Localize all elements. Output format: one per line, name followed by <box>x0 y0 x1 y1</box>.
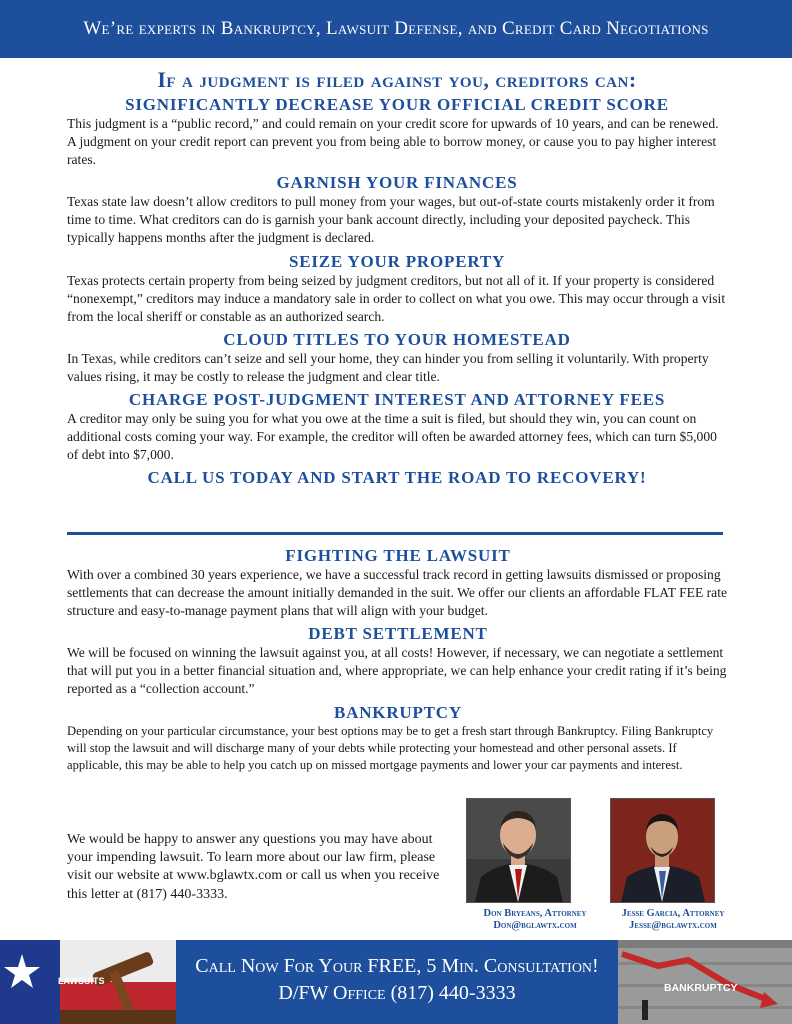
lawsuits-image <box>0 940 176 1024</box>
top-banner <box>0 0 792 58</box>
section-body-post-judgment: A creditor may only be suing you for what you owe at the time a suit is filed, but should they win, you can count on additional costs coming your way. For example, the creditor will often be awarded attorney fees, which can turn $5,000 of debt into $7,000. <box>67 411 717 463</box>
service-body-bankruptcy: Depending on your particular circumstance, your best options may be to get a fresh start through Bankruptcy. Filing Bankruptcy will stop the lawsuit and will discharge many of your debts while protecting your homestead and other personal assets. If applicable, this may be able to help you catch up on missed mortgage payments and lower your car payments and interest. <box>67 723 714 773</box>
service-body-fighting-lawsuit: With over a combined 30 years experience, we have a successful track record in getting lawsuits dismissed or proposing settlements that can decrease the amount initially demanded in the suit. We offer our clients an affordable FLAT FEE rate structure and easy-to-manage payment plans that will align with your budget. <box>67 567 728 619</box>
banner-text: We’re experts in Bankruptcy, Lawsuit Defense, and Credit Card Negotiations <box>83 18 709 39</box>
attorney-name-jesse: Jesse Garcia, Attorney <box>621 908 725 919</box>
service-body-debt-settlement: We will be focused on winning the lawsuit against you, at all costs! However, if necessary, we can negotiate a settlement that will put you in a better financial situation and, where appropriate, we can help enhance your credit rating if it’s being reported as a “collection account.” <box>67 645 727 697</box>
section-body-garnish: Texas state law doesn’t allow creditors to pull money from your wages, but out-of-state courts mistakenly order it from time to time. What creditors can do is garnish your bank account directly, including your deposited paycheck. This typically happens months after the judgment is declared. <box>67 194 715 246</box>
footer-consultation-text: Call Now For Your FREE, 5 Min. Consultation! <box>195 955 599 977</box>
attorney-email-jesse[interactable]: Jesse@bglawtx.com <box>629 920 717 931</box>
bankruptcy-image-label: BANKRUPTCY <box>664 982 738 994</box>
attorney-photo-jesse <box>610 798 715 903</box>
services-section <box>67 545 729 778</box>
call-to-action: CALL US TODAY AND START THE ROAD TO RECOVERY! <box>147 468 647 488</box>
service-title-debt-settlement: DEBT SETTLEMENT <box>308 624 488 644</box>
service-title-fighting-lawsuit: FIGHTING THE LAWSUIT <box>285 546 511 565</box>
closing-paragraph: We would be happy to answer any questions you may have about your impending lawsuit. To learn more about our law firm, please visit our website at www.bglawtx.com or call us when you receive this letter at (817) 440-3333. <box>67 832 440 902</box>
footer-contact <box>176 940 618 1024</box>
judgment-heading: If a judgment is filed against you, creditors can: <box>157 67 637 92</box>
footer-banner <box>0 940 792 1024</box>
judgment-section <box>67 66 727 489</box>
attorney-card-don <box>462 798 608 932</box>
section-title-post-judgment: CHARGE POST-JUDGMENT INTEREST AND ATTORNEY FEES <box>128 390 666 410</box>
section-title-cloud-titles: CLOUD TITLES TO YOUR HOMESTEAD <box>223 329 571 349</box>
section-divider <box>67 532 723 535</box>
section-body-seize-property: Texas protects certain property from being seized by judgment creditors, but not all of it. If your property is considered “nonexempt,” creditors may induce a mandatory sale in order to collect on what you owe. This may occur through a visit from the local sheriff or constable as an authorized search. <box>67 272 726 324</box>
section-title-seize-property: SEIZE YOUR PROPERTY <box>288 251 506 271</box>
bankruptcy-image <box>618 940 792 1024</box>
section-body-credit-score: This judgment is a “public record,” and could remain on your credit score for upwards of 10 years, and can be renewed. A judgment on your credit report can prevent you from being able to borrow money, or cause you to pay higher interest rates. <box>67 116 719 168</box>
attorney-email-don[interactable]: Don@bglawtx.com <box>493 920 577 931</box>
footer-office-phone[interactable]: D/FW Office (817) 440-3333 <box>278 982 516 1004</box>
lawsuits-image-label: LAWSUITS <box>58 976 105 986</box>
section-body-cloud-titles: In Texas, while creditors can’t seize and sell your home, they can hinder you from selling it voluntarily. With property values rising, it may be costly to release the judgment and clear title. <box>67 350 709 384</box>
section-title-credit-score: SIGNIFICANTLY DECREASE YOUR OFFICIAL CREDIT SCORE <box>125 95 669 114</box>
attorney-name-don: Don Bryeans, Attorney <box>483 908 587 919</box>
attorney-photo-don <box>466 798 571 903</box>
attorney-card-jesse <box>608 798 738 932</box>
service-title-bankruptcy: BANKRUPTCY <box>334 702 462 722</box>
section-title-garnish: GARNISH YOUR FINANCES <box>276 173 518 193</box>
